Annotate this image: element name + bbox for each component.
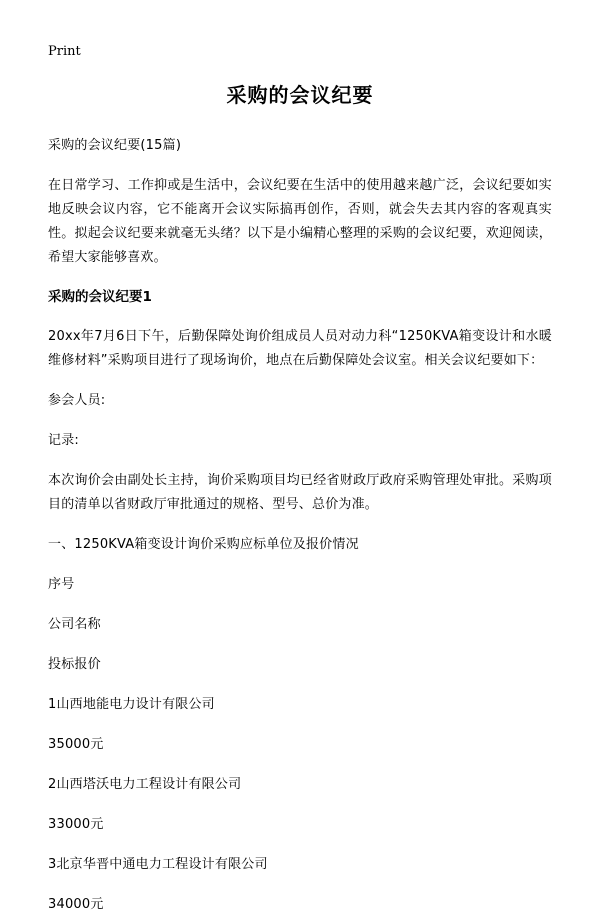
document-paragraph: 35000元 [48, 737, 104, 753]
document-subtitle: 采购的会议纪要(15篇) [48, 137, 182, 153]
document-section-heading: 采购的会议纪要1 [48, 288, 152, 305]
print-button[interactable]: Print [48, 44, 81, 59]
document-paragraph: 1山西地能电力设计有限公司 [48, 697, 215, 713]
document-paragraph: 34000元 [48, 897, 104, 913]
document-paragraph: 投标报价 [48, 657, 101, 673]
document-paragraph: 参会人员: [48, 392, 106, 408]
document-paragraph: 20xx年7月6日下午，后勤保障处询价组成员人员对动力科“1250KVA箱变设计和水暖维修材料”采购项目进行了现场询价，地点在后勤保障处会议室。相关会议纪要如下： [48, 328, 552, 368]
document-paragraph: 在日常学习、工作抑或是生活中，会议纪要在生活中的使用越来越广泛，会议纪要如实地反映会议内容，它不能离开会议实际搞再创作，否则，就会失去其内容的客观真实性。拟起会议纪要来就毫无头绪？以下是小编精心整理的采购的会议纪要，欢迎阅读，希望大家能够喜欢。 [48, 177, 552, 265]
document-paragraph: 3北京华晋中通电力工程设计有限公司 [48, 857, 268, 873]
document-paragraph: 一、1250KVA箱变设计询价采购应标单位及报价情况 [48, 537, 359, 553]
document-paragraph: 序号 [48, 577, 75, 593]
document-paragraph: 2山西塔沃电力工程设计有限公司 [48, 777, 242, 793]
document-body [48, 134, 552, 918]
document-paragraph: 公司名称 [48, 617, 101, 633]
page-title: 采购的会议纪要 [226, 82, 374, 107]
document-paragraph: 本次询价会由副处长主持，询价采购项目均已经省财政厅政府采购管理处审批。采购项目的清单以省财政厅审批通过的规格、型号、总价为准。 [48, 472, 552, 512]
document-paragraph: 33000元 [48, 817, 104, 833]
document-paragraph: 记录: [48, 432, 79, 448]
